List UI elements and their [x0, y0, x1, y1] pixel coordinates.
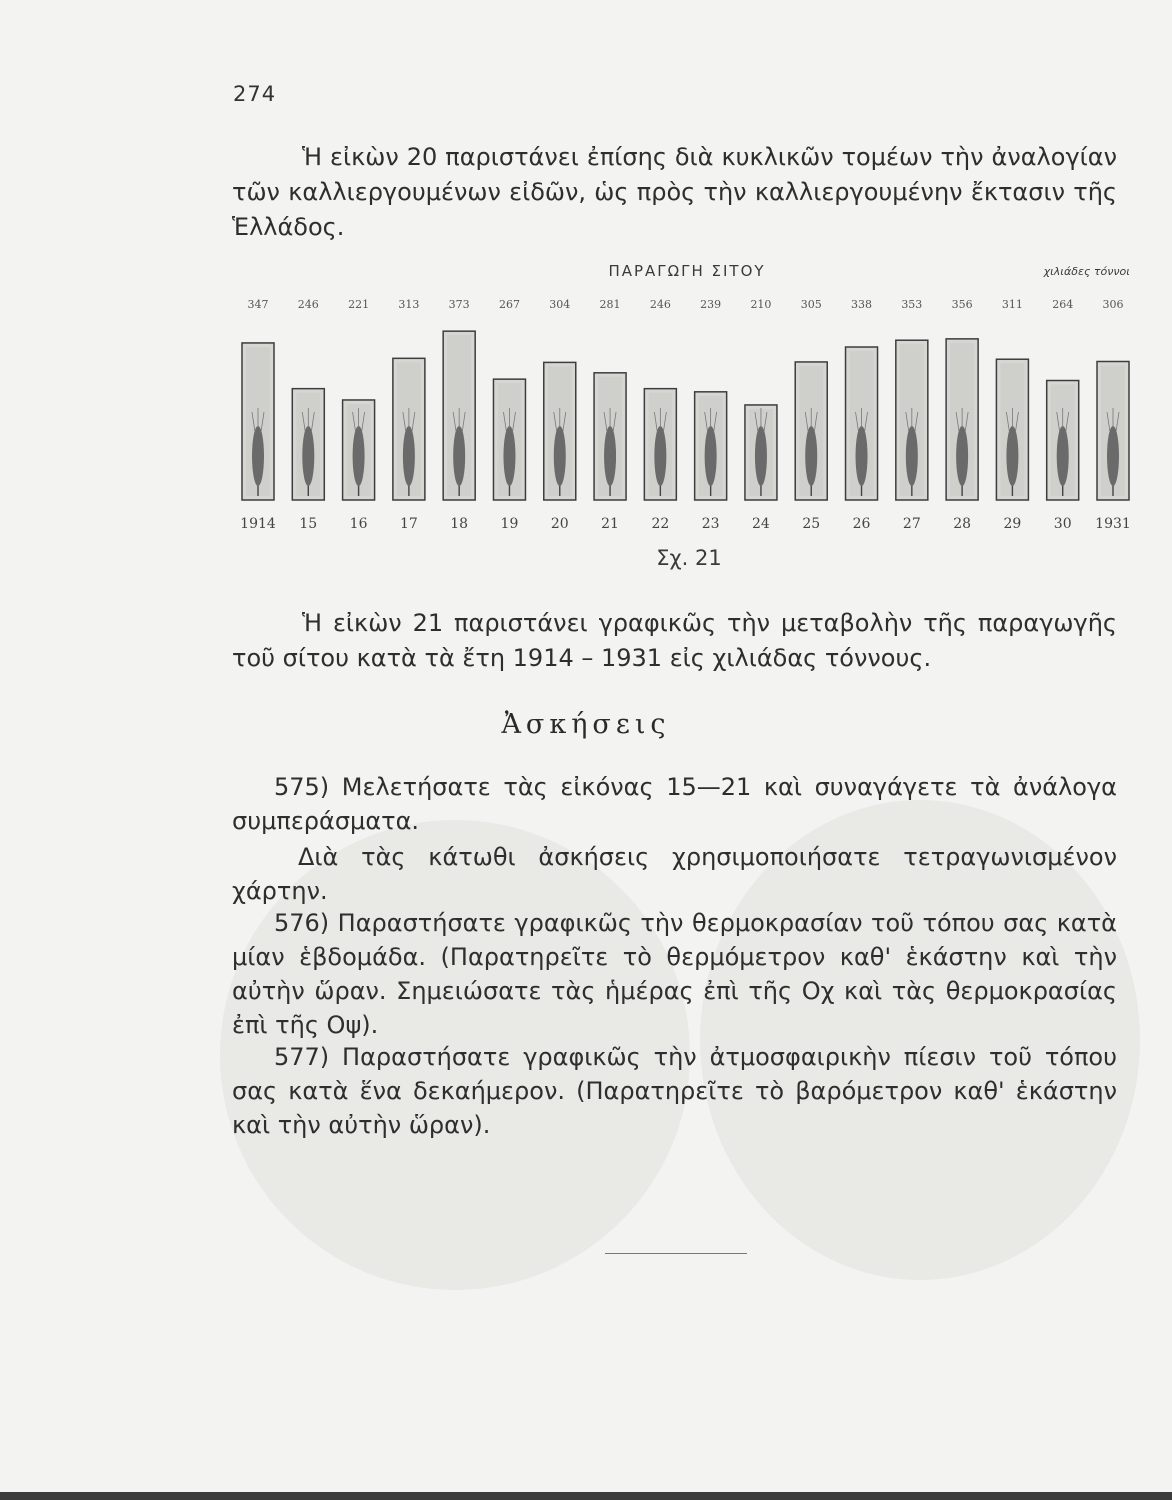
exercise-577: 577) Παραστήσατε γραφικῶς τὴν ἀτμοσφαιρικὴν πίεσιν τοῦ τόπου σας κατὰ ἕνα δεκαήμερον. (Παρατηρεῖτε τὸ βαρόμετρον καθ' ἑκάστην καὶ τὴν αὐτὴν ὥραν). [232, 1043, 1117, 1139]
exercises-heading: Ἀσκήσεις [501, 709, 671, 740]
value-label-24: 210 [750, 298, 772, 311]
value-label-1931: 306 [1102, 298, 1124, 311]
year-label-16: 16 [349, 516, 368, 532]
wheat-production-chart [0, 0, 1172, 600]
scan-edge-bar [0, 1492, 1172, 1500]
value-label-19: 267 [498, 298, 520, 311]
year-label-28: 28 [953, 516, 972, 532]
year-label-20: 20 [550, 516, 569, 532]
value-label-28: 356 [951, 298, 973, 311]
value-label-18: 373 [448, 298, 470, 311]
bar-21 [594, 373, 626, 500]
chart-caption: Σχ. 21 [656, 546, 722, 570]
bar-29 [996, 359, 1028, 500]
year-label-21: 21 [601, 516, 619, 532]
value-label-30: 264 [1052, 298, 1074, 311]
year-label-1931: 1931 [1095, 516, 1131, 532]
exercise-576: 576) Παραστήσατε γραφικῶς τὴν θερμοκρασίαν τοῦ τόπου σας κατὰ μίαν ἑβδομάδα. (Παρατηρεῖτε τὸ θερμόμετρον καθ' ἑκάστην καὶ τὴν αὐτὴν ὥραν. Σημειώσατε τὰς ἡμέρας ἐπὶ τῆς Οχ καὶ τὰς θερμοκρασίας ἐπὶ τῆς Οψ). [232, 909, 1117, 1039]
bar-27 [896, 340, 928, 500]
bar-1931 [1097, 361, 1129, 500]
year-label-26: 26 [852, 516, 871, 532]
year-label-27: 27 [902, 516, 921, 532]
value-label-21: 281 [599, 298, 621, 311]
bar-22 [644, 389, 676, 500]
bar-16 [343, 400, 375, 500]
value-label-27: 353 [901, 298, 923, 311]
year-label-24: 24 [752, 516, 770, 532]
value-label-20: 304 [549, 298, 571, 311]
year-label-30: 30 [1053, 516, 1072, 532]
paragraph-intro: Ἡ εἰκὼν 20 παριστάνει ἐπίσης διὰ κυκλικῶν τομέων τὴν ἀναλογίαν τῶν καλλιεργουμένων εἰδῶν, ὡς πρὸς τὴν καλλιεργουμένην ἔκτασιν τῆς Ἑλλάδος. [232, 143, 1117, 241]
year-label-23: 23 [701, 516, 720, 532]
value-label-22: 246 [649, 298, 671, 311]
value-label-16: 221 [348, 298, 370, 311]
bar-20 [544, 362, 576, 500]
year-label-29: 29 [1003, 516, 1022, 532]
value-label-23: 239 [700, 298, 722, 311]
bar-28 [946, 339, 978, 500]
year-label-15: 15 [299, 516, 318, 532]
chart-unit-label: χιλιάδες τόννοι [1043, 265, 1130, 278]
bar-30 [1047, 381, 1079, 500]
year-label-17: 17 [399, 516, 418, 532]
paragraph-chart-description: Ἡ εἰκὼν 21 παριστάνει γραφικῶς τὴν μεταβολὴν τῆς παραγωγῆς τοῦ σίτου κατὰ τὰ ἔτη 1914 – 1931 εἰς χιλιάδας τόννους. [232, 609, 1117, 672]
page-number: 274 [233, 82, 277, 106]
year-label-22: 22 [651, 516, 670, 532]
bar-25 [795, 362, 827, 500]
value-label-29: 311 [1001, 298, 1023, 311]
bar-24 [745, 405, 777, 500]
value-label-17: 313 [398, 298, 420, 311]
value-label-1914: 347 [247, 298, 269, 311]
exercise-note: Διὰ τὰς κάτωθι ἀσκήσεις χρησιμοποιήσατε τετραγωνισμένον χάρτην. [232, 843, 1117, 905]
year-label-19: 19 [500, 516, 519, 532]
year-label-1914: 1914 [240, 516, 276, 532]
exercise-575: 575) Μελετήσατε τὰς εἰκόνας 15—21 καὶ συναγάγετε τὰ ἀνάλογα συμπεράσματα. [232, 773, 1117, 835]
bar-17 [393, 358, 425, 500]
value-label-26: 338 [851, 298, 873, 311]
bar-15 [292, 389, 324, 500]
bar-19 [493, 379, 525, 500]
bar-1914 [242, 343, 274, 500]
year-label-25: 25 [802, 516, 821, 532]
chart-title: ΠΑΡΑΓΩΓΗ ΣΙΤΟΥ [608, 262, 766, 280]
year-label-18: 18 [450, 516, 469, 532]
bar-26 [846, 347, 878, 500]
value-label-25: 305 [800, 298, 822, 311]
bar-23 [695, 392, 727, 500]
bar-18 [443, 331, 475, 500]
value-label-15: 246 [297, 298, 319, 311]
bottom-rule [605, 1253, 747, 1254]
